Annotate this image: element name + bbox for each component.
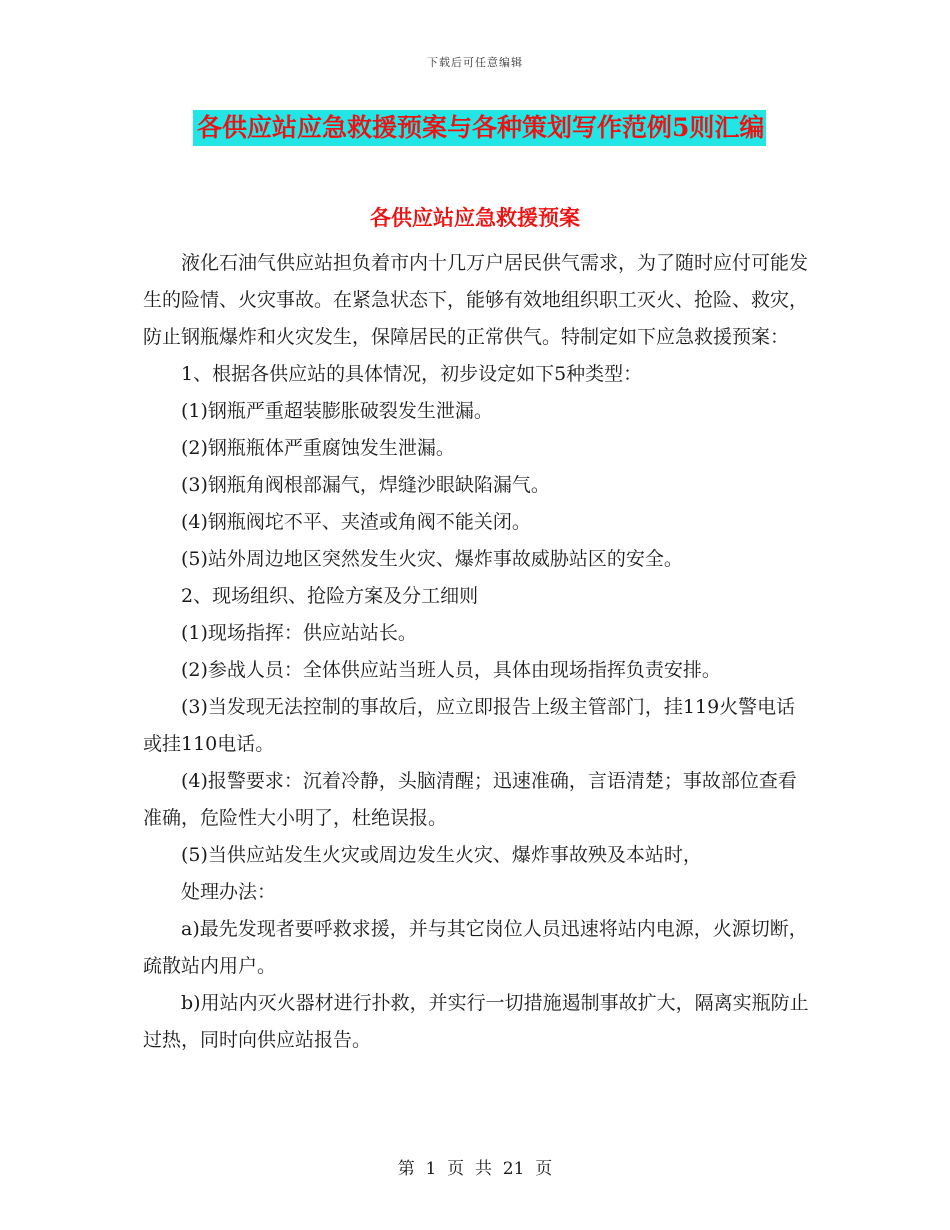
paragraph: 2、现场组织、抢险方案及分工细则: [181, 585, 479, 607]
paragraph: 液化石油气供应站担负着市内十几万户居民供气需求，为了随时应付可能发生的险情、火灾事故。在紧急状态下，能够有效地组织职工灭火、抢险、救灾，防止钢瓶爆炸和火灾发生，保障居民的正常供气。特制定如下应急救援预案：: [143, 252, 809, 348]
paragraph: (5)站外周边地区突然发生火灾、爆炸事故威胁站区的安全。: [181, 548, 683, 570]
paragraph: 处理办法：: [181, 881, 277, 903]
header-note: 下载后可任意编辑: [427, 56, 523, 69]
paragraph: (1)钢瓶严重超装膨胀破裂发生泄漏。: [181, 400, 493, 422]
paragraph: (2)钢瓶瓶体严重腐蚀发生泄漏。: [181, 437, 455, 459]
page-number-footer: 第 1 页 共 21 页: [397, 1159, 553, 1179]
paragraph: (4)钢瓶阀坨不平、夹渣或角阀不能关闭。: [181, 511, 531, 533]
document-title: 各供应站应急救援预案与各种策划写作范例5则汇编: [193, 110, 766, 146]
paragraph: (3)当发现无法控制的事故后，应立即报告上级主管部门，挂119火警电话或挂110电话。: [143, 696, 796, 755]
paragraph: (3)钢瓶角阀根部漏气，焊缝沙眼缺陷漏气。: [181, 474, 550, 496]
section-title: 各供应站应急救援预案: [370, 205, 580, 230]
paragraph: (1)现场指挥：供应站站长。: [181, 622, 417, 644]
paragraph: b)用站内灭火器材进行扑救，并实行一切措施遏制事故扩大，隔离实瓶防止过热，同时向供应站报告。: [143, 992, 809, 1051]
paragraph: 1、根据各供应站的具体情况，初步设定如下5种类型：: [181, 363, 643, 385]
paragraph: (2)参战人员：全体供应站当班人员，具体由现场指挥负责安排。: [181, 659, 721, 681]
document-body: [143, 245, 813, 1059]
paragraph: (5)当供应站发生火灾或周边发生火灾、爆炸事故殃及本站时，: [181, 844, 702, 866]
paragraph: a)最先发现者要呼救求援，并与其它岗位人员迅速将站内电源，火源切断，疏散站内用户。: [143, 918, 808, 977]
paragraph: (4)报警要求：沉着冷静，头脑清醒；迅速准确，言语清楚；事故部位查看准确，危险性大小明了，杜绝误报。: [143, 770, 797, 829]
